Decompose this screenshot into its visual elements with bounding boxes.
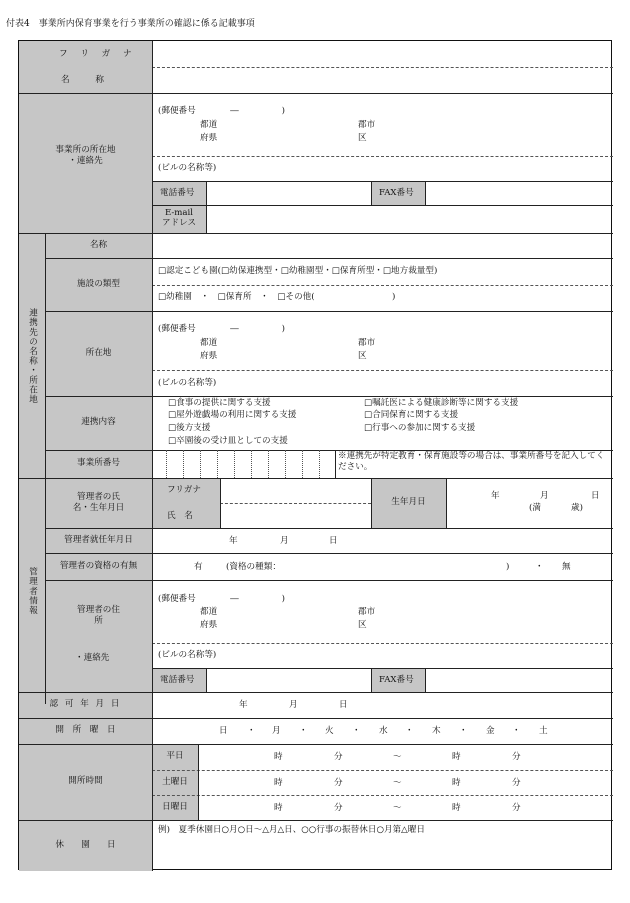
start-day: 日: [329, 536, 338, 546]
weekday-open-hour: 時: [274, 752, 283, 762]
day-tue[interactable]: 火: [325, 726, 334, 736]
sunday-open-min: 分: [334, 803, 343, 813]
office-name-label: 名 称: [61, 75, 104, 85]
partner-content-label: 連携内容: [81, 417, 116, 428]
saturday-open-hour: 時: [274, 778, 283, 788]
content-checkbox-graduation[interactable]: □卒園後の受け皿としての支援: [168, 436, 288, 446]
manager-fuken: 府県: [200, 620, 218, 630]
office-number-label: 事業所番号: [77, 458, 120, 469]
day-fri[interactable]: 金: [486, 726, 495, 736]
office-ku: 区: [358, 133, 367, 143]
day-thu[interactable]: 木: [432, 726, 441, 736]
birthdate-label: 生年月日: [391, 497, 426, 508]
office-number-field[interactable]: [153, 451, 334, 477]
facility-type-line2[interactable]: □幼稚園 ・ □保育所 ・ □その他( ): [158, 292, 396, 302]
content-checkbox-meal[interactable]: □食事の提供に関する支援: [168, 398, 271, 408]
partner-name-field[interactable]: [153, 234, 612, 257]
age-close: 歳): [571, 503, 583, 513]
manager-furigana-field[interactable]: [221, 479, 370, 502]
day-sep: ・: [459, 726, 468, 736]
saturday-close-min: 分: [512, 778, 521, 788]
day-mon[interactable]: 月: [272, 726, 281, 736]
holiday-field[interactable]: [153, 839, 612, 870]
day-sep: ・: [299, 726, 308, 736]
manager-name-field[interactable]: [221, 504, 370, 527]
sunday-open-hour: 時: [274, 803, 283, 813]
office-number-note: ※連携先が特定教育・保育施設等の場合は、事業所番号を記入してください。: [338, 451, 605, 473]
approval-date-label: 認 可 年 月 日: [49, 699, 122, 710]
registration-form: [18, 40, 612, 870]
qualification-yes[interactable]: 有: [194, 562, 203, 572]
saturday-close-hour: 時: [452, 778, 461, 788]
qualification-separator: ・: [535, 562, 544, 572]
manager-fax-label: FAX番号: [379, 675, 414, 685]
sunday-close-hour: 時: [452, 803, 461, 813]
holiday-example: 例) 夏季休園日○月○日～△月△日、○○行事の振替休日○月第△曜日: [158, 825, 425, 835]
office-fuken: 府県: [200, 133, 218, 143]
content-checkbox-playground[interactable]: □屋外遊戯場の利用に関する支援: [168, 410, 297, 420]
facility-type-label: 施設の類型: [77, 278, 120, 289]
partner-ku: 区: [358, 351, 367, 361]
weekday-close-min: 分: [512, 752, 521, 762]
day-sat[interactable]: 土: [539, 726, 548, 736]
office-email-field[interactable]: [207, 206, 612, 232]
content-checkbox-backup[interactable]: □後方支援: [168, 423, 211, 433]
office-postal: (郵便番号 ― ): [158, 106, 286, 116]
form-title: 付表4 事業所内保育事業を行う事業所の確認に係る記載事項: [6, 19, 255, 29]
partner-location-label: 所在地: [85, 347, 112, 358]
approval-month: 月: [289, 700, 298, 710]
manager-qualification-label: 管理者の資格の有無: [59, 560, 138, 571]
partner-fuken: 府県: [200, 351, 218, 361]
manager-section-label: 管理者情報: [27, 567, 38, 615]
manager-name-birth-label: 管理者の氏 名・生年月日: [72, 491, 125, 513]
manager-tel-label: 電話番号: [160, 675, 195, 685]
office-tel-label: 電話番号: [160, 188, 195, 198]
facility-type-line1[interactable]: □認定こども園(□幼保連携型・□幼稚園型・□保育所型・□地方裁量型): [158, 266, 438, 276]
saturday-tilde: ～: [393, 778, 402, 788]
birth-month: 月: [540, 491, 549, 501]
manager-start-label: 管理者就任年月日: [64, 534, 133, 545]
manager-shimei-label: 氏 名: [167, 511, 193, 521]
hours-saturday-label: 土曜日: [162, 776, 188, 787]
hours-weekday-label: 平日: [166, 751, 184, 762]
qualification-type: (資格の種類：: [226, 562, 281, 572]
day-sep: ・: [352, 726, 361, 736]
age-open: (満: [529, 503, 541, 513]
start-year: 年: [229, 536, 238, 546]
partner-gunshi: 郡市: [358, 338, 376, 348]
manager-gunshi: 郡市: [358, 607, 376, 617]
content-checkbox-joint-care[interactable]: □合同保育に関する支援: [364, 410, 459, 420]
day-sun[interactable]: 日: [219, 726, 228, 736]
day-sep: ・: [512, 726, 521, 736]
office-address-label: 事業所の所在地 ・連絡先: [55, 144, 116, 166]
manager-tel-field[interactable]: [207, 669, 370, 691]
manager-address-label: 管理者の住 所: [77, 604, 120, 626]
saturday-open-min: 分: [334, 778, 343, 788]
open-days-label: 開 所 曜 日: [55, 725, 116, 736]
office-building: (ビルの名称等): [158, 163, 217, 173]
partner-name-label: 名称: [89, 239, 108, 250]
partner-building: (ビルの名称等): [158, 378, 217, 388]
approval-year: 年: [239, 700, 248, 710]
day-sep: ・: [247, 726, 256, 736]
office-furigana-label: フ リ ガ ナ: [59, 49, 137, 59]
day-wed[interactable]: 水: [379, 726, 388, 736]
hours-sunday-label: 日曜日: [162, 801, 188, 812]
office-email-label: E-mail アドレス: [161, 208, 197, 228]
manager-todo: 都道: [200, 607, 218, 617]
manager-contact-label: ・連絡先: [75, 653, 110, 663]
sunday-close-min: 分: [512, 803, 521, 813]
qualification-close: ): [506, 562, 510, 572]
weekday-tilde: ～: [393, 752, 402, 762]
partner-postal: (郵便番号 ― ): [158, 324, 286, 334]
open-hours-label: 開所時間: [68, 776, 103, 787]
birth-year: 年: [491, 491, 500, 501]
office-todo: 都道: [200, 120, 218, 130]
manager-furigana-label: フリガナ: [167, 485, 201, 495]
weekday-open-min: 分: [334, 752, 343, 762]
birth-day: 日: [591, 491, 600, 501]
partner-section-label: 連携先の名称・所在地: [27, 307, 38, 404]
office-gunshi: 郡市: [358, 120, 376, 130]
qualification-no[interactable]: 無: [562, 562, 571, 572]
manager-ku: 区: [358, 620, 367, 630]
office-fax-label: FAX番号: [379, 188, 414, 198]
holiday-label: 休 園 日: [55, 839, 116, 850]
approval-day: 日: [339, 700, 348, 710]
day-sep: ・: [405, 726, 414, 736]
weekday-close-hour: 時: [452, 752, 461, 762]
start-month: 月: [280, 536, 289, 546]
office-tel-field[interactable]: [207, 182, 370, 204]
office-name-field[interactable]: [153, 68, 612, 92]
sunday-tilde: ～: [393, 803, 402, 813]
partner-todo: 都道: [200, 338, 218, 348]
office-furigana-field[interactable]: [153, 42, 612, 66]
content-checkbox-events[interactable]: □行事への参加に関する支援: [364, 423, 476, 433]
office-fax-field[interactable]: [426, 182, 612, 204]
manager-fax-field[interactable]: [426, 669, 612, 691]
manager-building: (ビルの名称等): [158, 650, 217, 660]
content-checkbox-doctor[interactable]: □嘱託医による健康診断等に関する支援: [364, 398, 519, 408]
manager-postal: (郵便番号 ― ): [158, 594, 286, 604]
